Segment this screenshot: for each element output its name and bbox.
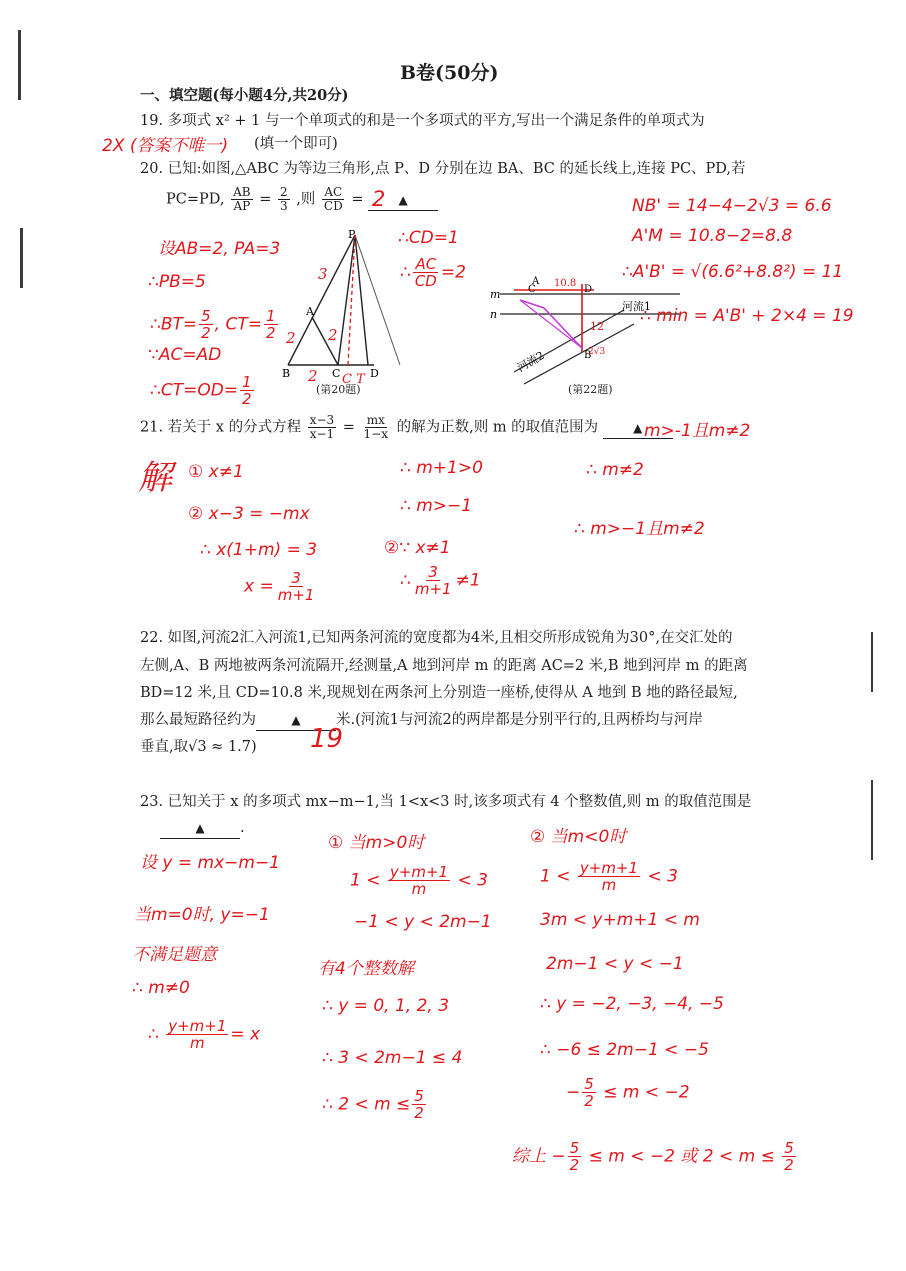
fig20-label-c: C [332, 367, 341, 380]
q22-work-line3: ∴A'B' = √(6.6²+8.8²) = 11 [622, 262, 844, 282]
q21-work-c2-2: ∴ m>−1 [400, 496, 473, 516]
section-title: B卷(50分) [400, 62, 499, 84]
q22-work-line2: A'M = 10.8−2=8.8 [632, 226, 793, 246]
q20-figure [270, 225, 410, 385]
q22-figure [484, 272, 684, 388]
q22-work-line4: ∴ min = A'B' + 2×4 = 19 [640, 306, 854, 326]
q23-work-b6: ∴ 3 < 2m−1 ≤ 4 [322, 1048, 463, 1068]
q22-work-line1: NB' = 14−4−2√3 = 6.6 [632, 196, 832, 216]
scan-edge-mark [871, 780, 873, 860]
q23-work-c4: 2m−1 < y < −1 [546, 954, 684, 974]
fig20-label-a: A [306, 305, 314, 318]
q21-work-c3-2: ∴ m>−1且m≠2 [574, 519, 705, 539]
q21-fraction-right: $\frac{mx}{1-x}$ [363, 413, 388, 441]
fig20-hand-2a: 2 [286, 329, 296, 347]
q23-answer-line: ▲ . [160, 818, 245, 839]
fig20-hand-2c: 2 [308, 367, 318, 385]
scan-edge-mark [18, 30, 21, 100]
q23-work-b2: 1 < $\frac{y+m+1}{m}$ < 3 [350, 863, 488, 898]
q20-line1: 20. 已知:如图,△ABC 为等边三角形,点 P、D 分别在边 BA、BC 的延长线上,连接 PC、PD,若 [140, 161, 746, 177]
fig20-hand-ct: C T [342, 372, 365, 385]
fig22-hand-108: 10.8 [554, 278, 577, 289]
q21-work-c1-3: ∴ x(1+m) = 3 [200, 540, 318, 560]
q23-work-c2: 1 < $\frac{y+m+1}{m}$ < 3 [540, 859, 678, 894]
q20-work-mid1: ∴CD=1 [398, 228, 459, 248]
fig20-label-d: D [370, 367, 379, 380]
q21-work-c2-3: ②∵ x≠1 [384, 538, 451, 558]
q20-line2: PC=PD, $\frac{AB}{AP}$ = $\frac{2}{3}$ ,则 $\frac{AC}{CD}$ = ▲ [166, 186, 438, 213]
fig22-label-d: D [584, 284, 593, 295]
fig20-label-b: B [282, 367, 291, 380]
q22-line2: 左侧,A、B 两地被两条河流隔开,经测量,A 地到河岸 m 的距离 AC=2 米,B 地到河岸 m 的距离 [140, 658, 748, 674]
q20-fraction-ac-cd: $\frac{AC}{CD}$ [323, 185, 343, 213]
q21-work-c2-1: ∴ m+1>0 [400, 458, 483, 478]
fig22-label-river1: 河流1 [622, 300, 651, 313]
q22-line1: 22. 如图,河流2汇入河流1,已知两条河流的宽度都为4米,且相交所形成锐角为30°,在交汇处的 [140, 630, 733, 646]
q21-work-c2-4: ∴ $\frac{3}{m+1}$ ≠1 [400, 563, 481, 598]
q20-handwritten-answer: 2 [372, 187, 386, 211]
q21-handwritten-answer: m>-1且m≠2 [644, 421, 751, 441]
q23-work-a3: 不满足题意 [132, 945, 217, 965]
q22-line4: 那么最短路径约为 ▲ 米.(河流1与河流2的两岸都是分别平行的,且两桥均与河岸 [140, 710, 703, 731]
q23-work-b5: ∴ y = 0, 1, 2, 3 [322, 996, 450, 1016]
scan-edge-mark [871, 632, 873, 692]
q23-work-a2: 当m=0时, y=−1 [134, 905, 270, 925]
q21-work-c3-1: ∴ m≠2 [586, 460, 644, 480]
q21-question: 21. 若关于 x 的分式方程 $\frac{x-3}{x-1}$ = $\frac{mx}{1-x}$ 的解为正数,则 m 的取值范围为 ▲ [140, 414, 673, 441]
q23-work-c3: 3m < y+m+1 < m [540, 910, 700, 930]
q23-work-b4: 有4个整数解 [318, 959, 414, 979]
q23-work-b1: ① 当m>0时 [328, 833, 425, 853]
q22-figure-caption: (第22题) [568, 383, 613, 396]
q23-work-a4: ∴ m≠0 [132, 978, 190, 998]
q23-work-c5: ∴ y = −2, −3, −4, −5 [540, 994, 724, 1014]
q23-answer-blank: ▲ [160, 818, 240, 839]
fig20-label-p: P [348, 228, 356, 241]
q20-answer-blank: ▲ [368, 190, 438, 211]
q20-fraction-2-3: $\frac{2}{3}$ [279, 185, 288, 213]
q20-condition: PC=PD, [166, 191, 225, 208]
q20-work-line5: ∴CT=OD= $\frac{1}{2}$ [150, 373, 252, 408]
q21-work-c1-1: ① x≠1 [188, 462, 244, 482]
q20-work-line1: 设AB=2, PA=3 [158, 239, 281, 259]
q21-jie: 解 [138, 458, 172, 498]
fig22-hand-12: 12 [590, 320, 604, 333]
fig22-label-n: n [490, 308, 498, 321]
q19-tail: (填一个即可) [254, 136, 338, 152]
q20-work-line3: ∴BT= $\frac{5}{2}$ , CT= $\frac{1}{2}$ [150, 307, 276, 342]
fig20-hand-2b: 2 [328, 326, 338, 344]
scan-edge-mark [20, 228, 23, 288]
q21-work-c1-2: ② x−3 = −mx [188, 504, 310, 524]
q23-work-b7: ∴ 2 < m ≤ $\frac{5}{2}$ [322, 1087, 424, 1122]
q22-handwritten-answer: 19 [310, 724, 344, 754]
part-heading: 一、填空题(每小题4分,共20分) [140, 87, 349, 104]
q20-work-line4: ∵AC=AD [148, 345, 222, 365]
fig22-label-a: A [532, 276, 540, 287]
q22-line3: BD=12 米,且 CD=10.8 米,现规划在两条河上分别造一座桥,使得从 A 地到 B 地的路径最短, [140, 685, 738, 701]
q21-answer-blank: ▲ [603, 418, 673, 439]
q23-work-c6: ∴ −6 ≤ 2m−1 < −5 [540, 1040, 709, 1060]
q21-fraction-left: $\frac{x-3}{x-1}$ [309, 413, 335, 441]
fig20-hand-3: 3 [318, 265, 328, 283]
q23-work-c1: ② 当m<0时 [530, 827, 627, 847]
q23-line1: 23. 已知关于 x 的多项式 mx−m−1,当 1<x<3 时,该多项式有 4 个整数值,则 m 的取值范围是 [140, 794, 752, 810]
fig22-hand-2root3: 2√3 [588, 347, 606, 357]
q23-work-a1: 设 y = mx−m−1 [140, 853, 281, 873]
q20-work-mid2: ∴ $\frac{AC}{CD}$ =2 [400, 255, 466, 290]
fig22-label-river2: 河流2 [515, 348, 547, 375]
q22-line5: 垂直,取√3 ≈ 1.7) [140, 739, 257, 755]
q23-work-c7: − $\frac{5}{2}$ ≤ m < −2 [566, 1075, 690, 1110]
q23-summary: 综上 − $\frac{5}{2}$ ≤ m < −2 或 2 < m ≤ $\frac{5}{2}$ [512, 1139, 794, 1174]
q23-work-b3: −1 < y < 2m−1 [354, 912, 492, 932]
q20-figure-caption: (第20题) [316, 383, 361, 396]
fig22-label-c: C [528, 284, 536, 295]
q20-work-line2: ∴PB=5 [148, 272, 206, 292]
q22-answer-blank: ▲ [256, 710, 336, 731]
fig22-label-m: m [490, 288, 501, 301]
q23-work-a5: ∴ $\frac{y+m+1}{m}$ = x [148, 1017, 261, 1052]
q19-handwritten-answer: 2X (答案不唯一) [102, 136, 229, 156]
q19-text: 19. 多项式 x² + 1 与一个单项式的和是一个多项式的平方,写出一个满足条件的单项式为 [140, 113, 705, 129]
q21-work-c1-4: x = $\frac{3}{m+1}$ [244, 569, 315, 604]
q20-fraction-ab-ap: $\frac{AB}{AP}$ [233, 185, 251, 213]
fig22-label-b: B [584, 350, 592, 361]
